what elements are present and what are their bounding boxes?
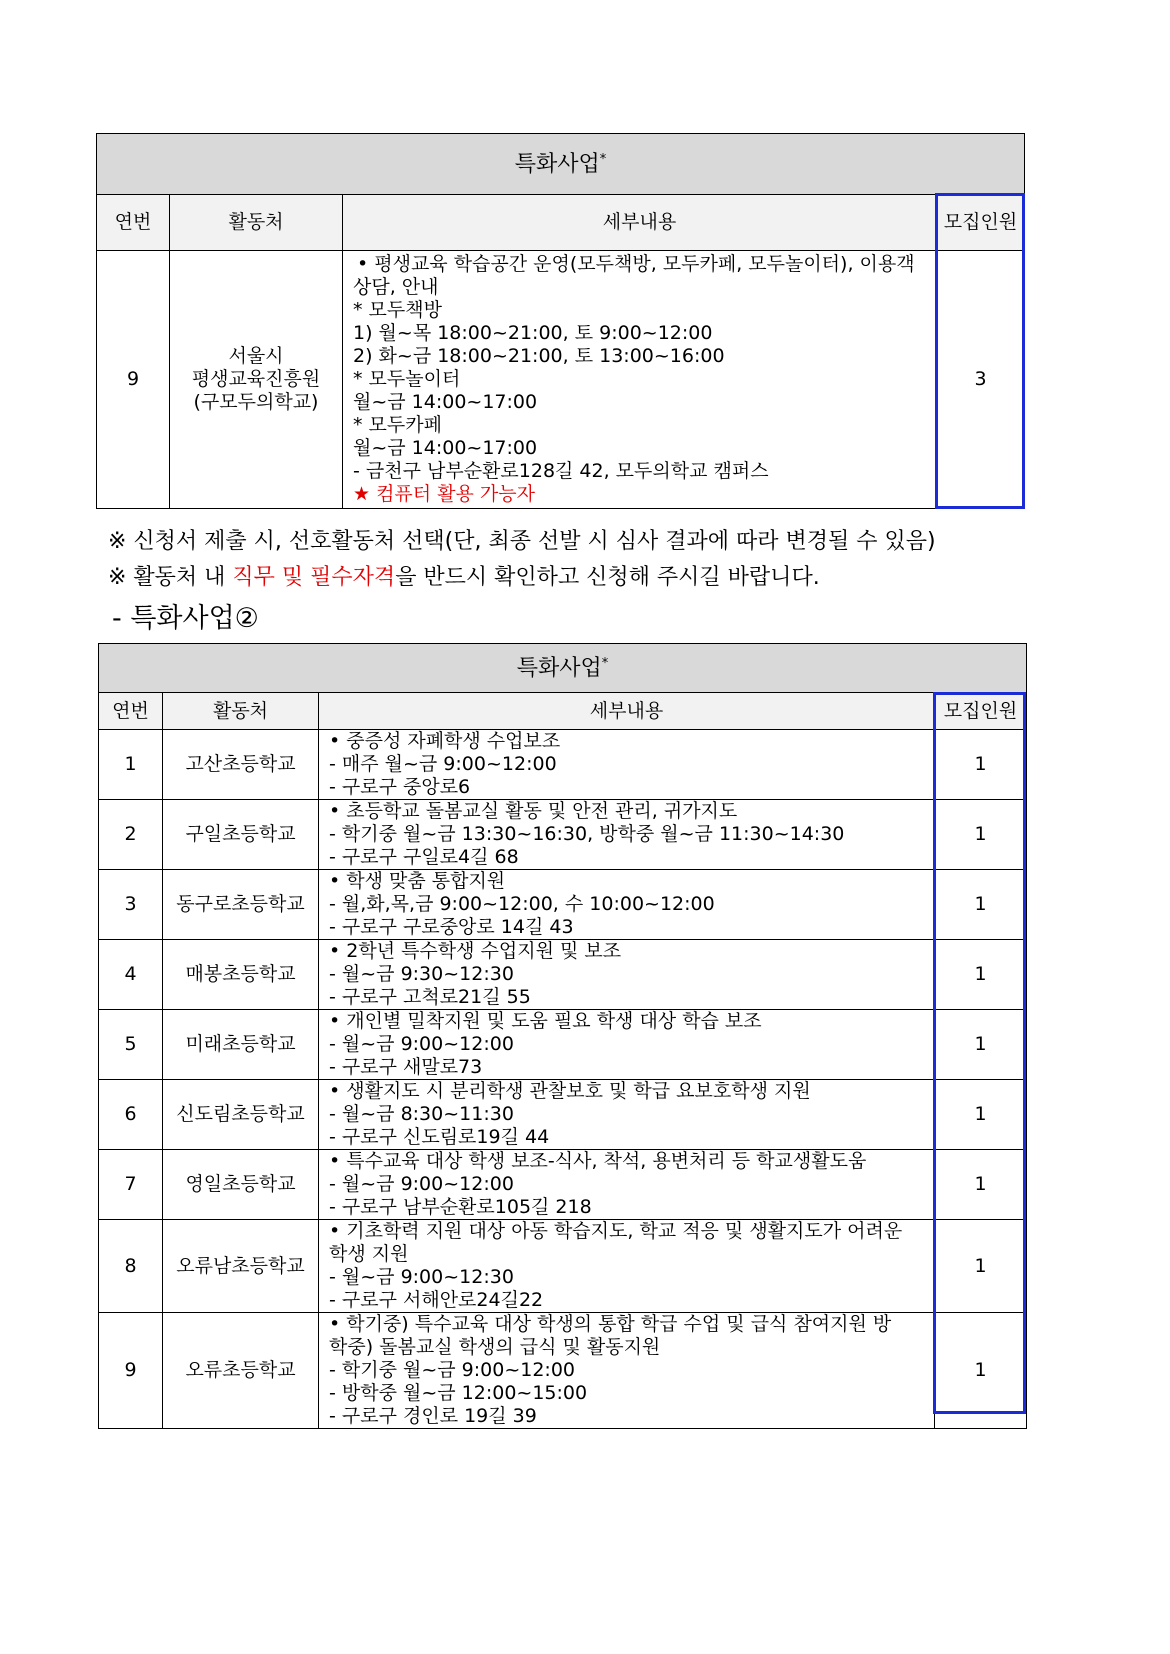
detail-line: - 구로구 구일로4길 68 <box>329 846 519 868</box>
detail-line: - 구로구 남부순환로105길 218 <box>329 1196 592 1218</box>
row-count: 1 <box>935 1220 1027 1313</box>
detail-line: • 기초학력 지원 대상 아동 학습지도, 학교 적응 및 생활지도가 어려운 <box>329 1220 903 1242</box>
detail-line: • 학생 맞춤 통합지원 <box>329 870 506 892</box>
detail-line: - 구로구 중앙로6 <box>329 776 471 798</box>
table-row <box>99 1150 1027 1220</box>
row-details <box>319 1080 935 1150</box>
row-no: 4 <box>99 940 163 1010</box>
table-row <box>99 1010 1027 1080</box>
table-1-header-row <box>97 195 1025 251</box>
header-place: 활동처 <box>163 693 319 730</box>
table-1 <box>96 133 1025 509</box>
detail-line: - 방학중 월~금 12:00~15:00 <box>329 1382 588 1404</box>
note-qualification: ※ 활동처 내 직무 및 필수자격을 반드시 확인하고 신청해 주시길 바랍니다. <box>108 565 820 590</box>
row-no: 5 <box>99 1010 163 1080</box>
detail-line: • 생활지도 시 분리학생 관찰보호 및 학급 요보호학생 지원 <box>329 1080 811 1102</box>
row-count: 1 <box>935 1313 1027 1429</box>
row-place: 서울시 평생교육진흥원 (구모두의학교) <box>170 251 343 509</box>
row-place: 오류남초등학교 <box>163 1220 319 1313</box>
table-row <box>99 1220 1027 1313</box>
detail-line: - 월~금 8:30~11:30 <box>329 1103 514 1125</box>
detail-line: 학중) 돌봄교실 학생의 급식 및 활동지원 <box>329 1336 661 1358</box>
row-details <box>319 730 935 800</box>
section-heading: - 특화사업② <box>112 603 259 634</box>
detail-line: - 월,화,목,금 9:00~12:00, 수 10:00~12:00 <box>329 893 715 915</box>
table-row <box>99 870 1027 940</box>
row-place: 매봉초등학교 <box>163 940 319 1010</box>
row-no: 6 <box>99 1080 163 1150</box>
row-count: 1 <box>935 870 1027 940</box>
header-no: 연번 <box>97 195 170 251</box>
header-count: 모집인원 <box>935 693 1027 730</box>
table-row <box>99 800 1027 870</box>
detail-line: - 구로구 서해안로24길22 <box>329 1289 544 1311</box>
header-details: 세부내용 <box>343 195 937 251</box>
detail-line: - 학기중 월~금 13:30~16:30, 방학중 월~금 11:30~14:30 <box>329 823 845 845</box>
detail-line: • 특수교육 대상 학생 보조-식사, 착석, 용변처리 등 학교생활도움 <box>329 1150 867 1172</box>
detail-line: • 초등학교 돌봄교실 활동 및 안전 관리, 귀가지도 <box>329 800 738 822</box>
row-place: 구일초등학교 <box>163 800 319 870</box>
row-count: 1 <box>935 940 1027 1010</box>
table-2 <box>98 643 1027 1429</box>
row-details <box>319 1313 935 1429</box>
row-count: 1 <box>935 1010 1027 1080</box>
detail-line: - 구로구 신도림로19길 44 <box>329 1126 550 1148</box>
row-no: 3 <box>99 870 163 940</box>
row-count: 1 <box>935 1080 1027 1150</box>
row-details <box>319 870 935 940</box>
detail-line: - 월~금 9:00~12:00 <box>329 1033 514 1055</box>
detail-line: - 구로구 경인로 19길 39 <box>329 1405 537 1427</box>
header-count: 모집인원 <box>937 195 1025 251</box>
row-details <box>319 1220 935 1313</box>
detail-line: - 월~금 9:00~12:30 <box>329 1266 514 1288</box>
detail-line: • 2학년 특수학생 수업지원 및 보조 <box>329 940 622 962</box>
table-row <box>99 730 1027 800</box>
detail-line: • 학기중) 특수교육 대상 학생의 통합 학급 수업 및 급식 참여지원 방 <box>329 1313 892 1335</box>
row-count: 1 <box>935 730 1027 800</box>
detail-line: - 구로구 구로중앙로 14길 43 <box>329 916 574 938</box>
detail-line: - 월~금 9:00~12:00 <box>329 1173 514 1195</box>
row-place: 고산초등학교 <box>163 730 319 800</box>
row-no: 2 <box>99 800 163 870</box>
detail-line: - 구로구 새말로73 <box>329 1056 483 1078</box>
detail-line: 학생 지원 <box>329 1243 409 1265</box>
header-no: 연번 <box>99 693 163 730</box>
row-place: 동구로초등학교 <box>163 870 319 940</box>
row-details <box>319 940 935 1010</box>
detail-line: - 구로구 고척로21길 55 <box>329 986 531 1008</box>
row-details <box>319 1010 935 1080</box>
header-place: 활동처 <box>170 195 343 251</box>
row-details: • 평생교육 학습공간 운영(모두책방, 모두카페, 모두놀이터), 이용객 상담, 안내 * 모두책방 1) 월~목 18:00~21:00, 토 9:00~12:00 2) 화~금 18:00~21:00, 토 13:00~16:00 * 모두놀이터 월~금 14:00~17:00 * 모두카페 월~금 14:00~17:00 - 금천구 남부순환로128길 42, 모두의학교 캠퍼스 ★ 컴퓨터 활용 가능자 <box>343 251 937 509</box>
row-no: 8 <box>99 1220 163 1313</box>
row-place: 영일초등학교 <box>163 1150 319 1220</box>
row-place: 미래초등학교 <box>163 1010 319 1080</box>
table-2-title: 특화사업* <box>99 644 1027 693</box>
row-count: 1 <box>935 800 1027 870</box>
table-row <box>99 940 1027 1010</box>
row-no: 7 <box>99 1150 163 1220</box>
header-details: 세부내용 <box>319 693 935 730</box>
row-details <box>319 800 935 870</box>
detail-line: - 매주 월~금 9:00~12:00 <box>329 753 557 775</box>
table-1-title: 특화사업* <box>97 134 1025 195</box>
row-place: 신도림초등학교 <box>163 1080 319 1150</box>
detail-line: - 학기중 월~금 9:00~12:00 <box>329 1359 576 1381</box>
row-no: 1 <box>99 730 163 800</box>
detail-line: • 중증성 자폐학생 수업보조 <box>329 730 561 752</box>
row-no: 9 <box>99 1313 163 1429</box>
note-selection: ※ 신청서 제출 시, 선호활동처 선택(단, 최종 선발 시 심사 결과에 따라 변경될 수 있음) <box>108 529 936 554</box>
table-row <box>97 251 1025 509</box>
table-row <box>99 1080 1027 1150</box>
highlight-requirement: ★ 컴퓨터 활용 가능자 <box>353 483 535 505</box>
row-place: 오류초등학교 <box>163 1313 319 1429</box>
row-details <box>319 1150 935 1220</box>
detail-line: - 월~금 9:30~12:30 <box>329 963 514 985</box>
row-count: 3 <box>937 251 1025 509</box>
row-no: 9 <box>97 251 170 509</box>
row-count: 1 <box>935 1150 1027 1220</box>
table-row <box>99 1313 1027 1429</box>
detail-line: • 개인별 밀착지원 및 도움 필요 학생 대상 학습 보조 <box>329 1010 762 1032</box>
table-2-header-row <box>99 693 1027 730</box>
